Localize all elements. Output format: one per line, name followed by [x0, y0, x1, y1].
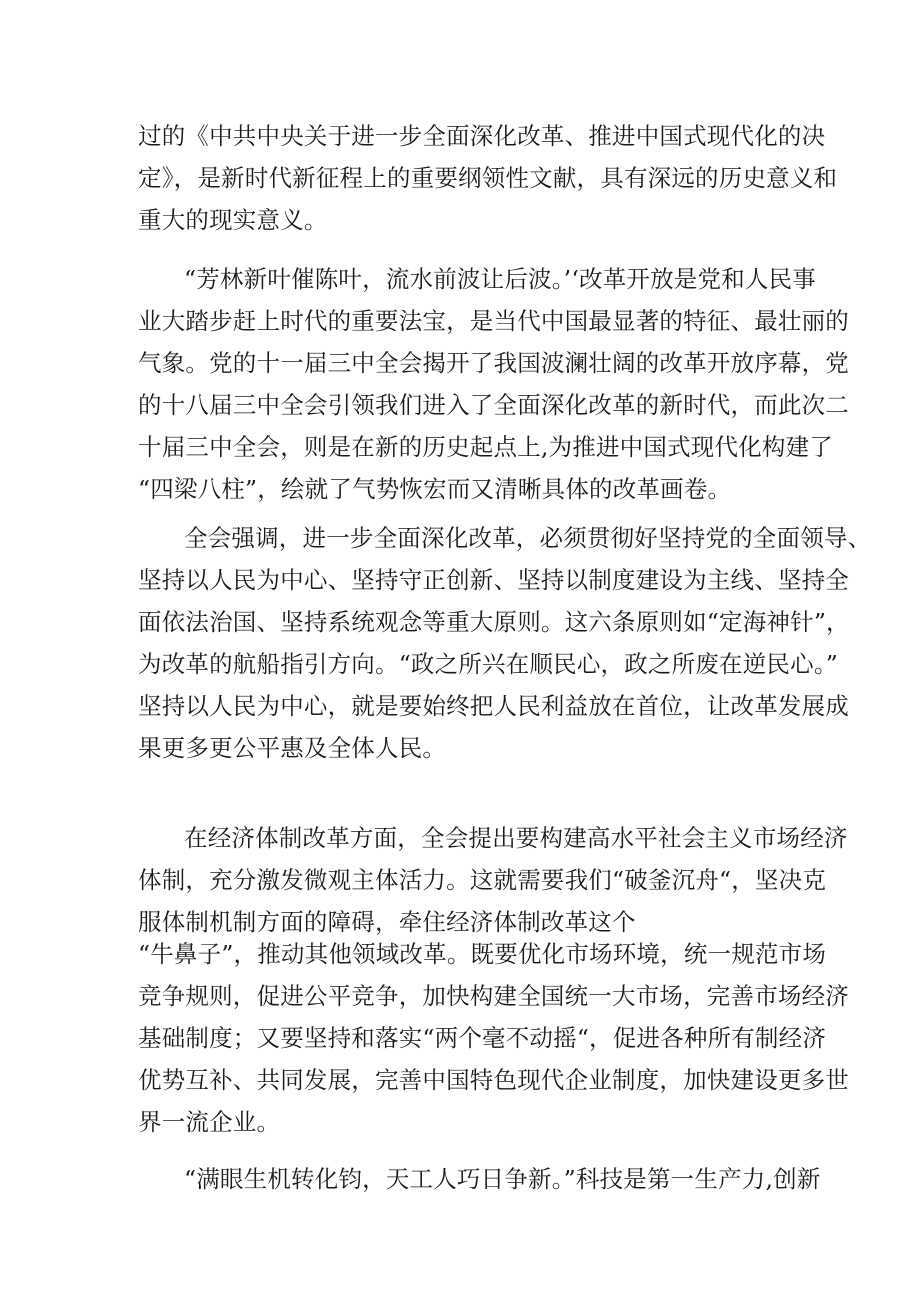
paragraph-5	[138, 933, 849, 1143]
text-line: 竞争规则，促进公平竞争，加快构建全国统一大市场，完善市场经济	[138, 982, 849, 1010]
paragraph-6	[138, 1158, 821, 1200]
text-line: “满眼生机转化钧，天工人巧日争新。”科技是第一生产力,创新	[184, 1165, 821, 1193]
text-line: 为改革的航船指引方向。“政之所兴在顺民心，政之所废在逆民心。”	[138, 650, 838, 678]
text-line: 气象。党的十一届三中全会揭开了我国波澜壮阔的改革开放序幕，党	[138, 349, 849, 377]
paragraph-4	[138, 817, 848, 943]
text-line: 重大的现实意义。	[138, 206, 328, 234]
text-line: 坚持以人民为中心、坚持守正创新、坚持以制度建设为主线、坚持全	[138, 566, 849, 594]
text-line: 的十八届三中全会引领我们进入了全面深化改革的新时代，而此次二	[138, 391, 849, 419]
text-line: 全会强调，进一步全面深化改革，必须贯彻好坚持党的全面领导、	[184, 524, 872, 552]
text-line: 体制，充分激发微观主体活力。这就需要我们“破釜沉舟“，坚决克	[138, 866, 827, 894]
text-line: 界一流企业。	[138, 1108, 281, 1136]
text-line: 过的《中共中央关于进一步全面深化改革、推进中国式现代化的决	[138, 122, 826, 150]
text-line: “牛鼻子”，推动其他领域改革。既要优化市场环境，统一规范市场	[138, 940, 827, 968]
text-line: 基础制度；又要坚持和落实“两个毫不动摇“，促进各种所有制经济	[138, 1024, 827, 1052]
text-line: 定》，是新时代新征程上的重要纲领性文献，具有深远的历史意义和	[138, 164, 838, 192]
text-line: 十届三中全会，则是在新的历史起点上,为推进中国式现代化构建了	[138, 433, 833, 461]
text-line: 业大踏步赶上时代的重要法宝，是当代中国最显著的特征、最壮丽的	[138, 307, 849, 335]
text-line: 面依法治国、坚持系统观念等重大原则。这六条原则如“定海神针”，	[138, 608, 850, 636]
paragraph-3	[138, 517, 872, 769]
text-line: 服体制机制方面的障碍，牵住经济体制改革这个	[138, 908, 636, 936]
text-line: 在经济体制改革方面，全会提出要构建高水平社会主义市场经济	[184, 824, 848, 852]
text-line: “芳林新叶催陈叶，流水前波让后波。’‘改革开放是党和人民事	[184, 265, 817, 293]
text-line: 果更多更公平惠及全体人民。	[138, 734, 447, 762]
text-line: 优势互补、共同发展，完善中国特色现代企业制度，加快建设更多世	[138, 1066, 849, 1094]
text-line: 坚持以人民为中心，就是要始终把人民利益放在首位，让改革发展成	[138, 692, 849, 720]
paragraph-1	[138, 115, 838, 241]
paragraph-2	[138, 258, 849, 510]
text-line: “四梁八柱”，绘就了气势恢宏而又清晰具体的改革画卷。	[138, 475, 732, 503]
